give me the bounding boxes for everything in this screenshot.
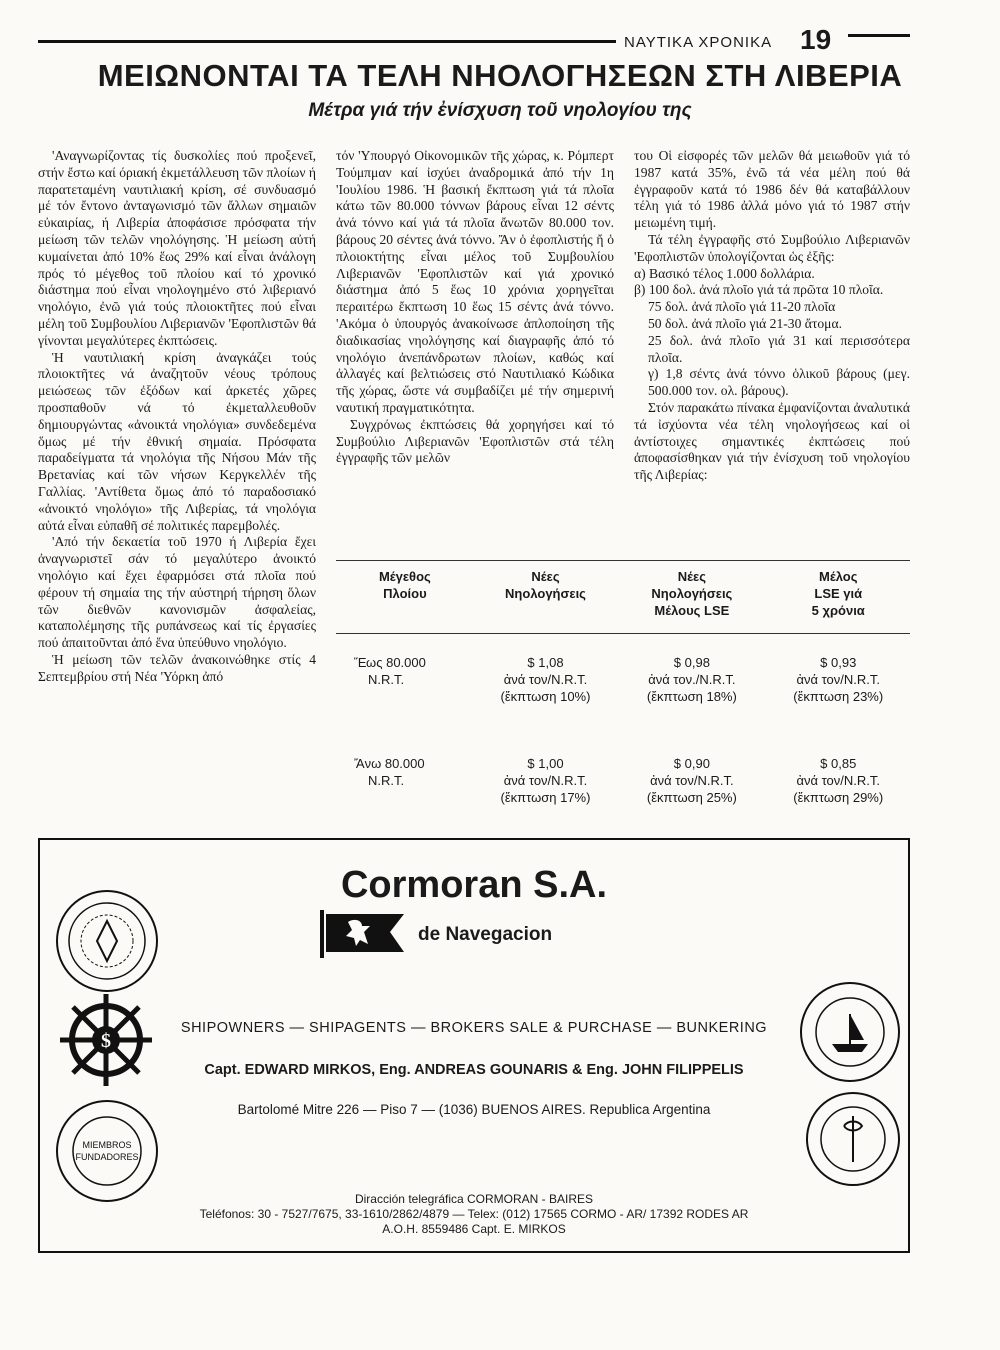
cormoran-advertisement <box>38 838 910 1253</box>
paragraph: τόν 'Υπουργό Οἰκονομικῶν τῆς χώρας, κ. Ρόμπερτ Τούμπμαν καί ἰσχύει ἀναδρομικά ἀπό τήν 1η 'Ιουλίου 1986. Ἡ βασική ἔκπτωση γιά τά πλοῖα κάτω τῶν 80.000 τόννων βάρους εἶναι 12 σέντς ἀνά τόννο καί γιά τά πλοῖα ἄνωτῶν 80.000 τον. βάρους 20 σέντες ἀνά τόννο. Ἄν ὁ ἐφοπλιστής ἤ ὁ πλοιοκτήτης εἶναι μέλος τοῦ Συμβουλίου Λιβεριανῶν 'Εφοπλιστῶν καί γιά χρονικό διάστημα ἀπό 5 ἕως 10 χρόνια χορηγεῖται περαιτέρω ἔκπτωση 10 ἕως 15 σέντς ἀνά τόννο. 'Ακόμα ὁ ὑπουργός ἀνακοίνωσε ἀπλοποίηση τῆς διαδικασίας νηολόγησης καί διαγραφῆς ἀπό τό νηολόγιο ἀνεπάνδρωτων πλοίων, καθώς καί ἀλλαγές καί βελτιώσεις στό Ναυτιλιακό Κώδικα τῆς χώρας, ὥστε νά συμβαδίζει μέ τήν σημερινή ναυτική πραγματικότητα. <box>336 148 614 415</box>
article-column-2 <box>336 148 614 467</box>
paragraph: 'Από τήν δεκαετία τοῦ 1970 ή Λιβερία ἔχει ἀναγνωριστεῖ σάν τό μεγαλύτερο ἀνοικτό νηολόγιο καί ἔχει ἐφαρμόσει στά πλοῖα πού φέρουν τή σημαία της τήν αὐστηρή τήρηση ὅλων τῶν διεθνῶν κανονισμῶν ἀσφαλείας, καταπολέμησης τῆς ρυπάνσεως καί τίς ἐργασίες πού ἀπαιτοῦνται ἀπό ἕνα ὑπεύθυνο νηολόγιο. <box>38 534 316 651</box>
paragraph: Ἡ ναυτιλιακή κρίση ἀναγκάζει τούς πλοιοκτῆτες νά ἀναζητοῦν νέους τρόπους μειώσεως τῶν ἐξόδων καί ἀρκετές χῶρες προσπαθοῦν νά τό ἐκμεταλλευθοῦν δημιουργώντας «ἀνοικτά νηολόγια» συνδεδεμένα ὅμως μέ τήν ἐθνική σημαία. Πρόσφατα παραδείγματα τά νηολόγια τῆς Νήσου Μάν τῆς Βρετανίας καί τῶν νήσων Κεργκελλέν τῆς Γαλλίας. 'Αντίθετα ὅμως ἀπό τό παραδοσιακό «ἀνοικτό νηολόγιο» τῆς Λιβερίας, τά νηολόγια αὐτά εἶναι εὐπαθῆ σέ πολιτικές παρεμβολές. <box>38 349 316 533</box>
ad-services: SHIPOWNERS — SHIPAGENTS — BROKERS SALE & PURCHASE — BUNKERING <box>180 1020 768 1036</box>
table-cell: $ 1,00 ἀνά τον/N.R.T. (ἔκπτωση 17%) <box>500 756 591 805</box>
fee-item: β) 100 δολ. ἀνά πλοῖο γιά τά πρῶτα 10 πλοῖα. <box>634 282 884 298</box>
ad-company-name: Cormoran S.A. <box>340 864 608 906</box>
paragraph: Στόν παρακάτω πίνακα ἐμφανίζονται ἀναλυτικά τά ἰσχύοντα νέα τέλη νηολογήσεως καί οἱ ἀντίστοιχες σημαντικές ἐκπτώσεις πού ἀποφασίσθηκαν γιά τήν ἐνίσχυση τοῦ νηολογίου τῆς Λιβερίας: <box>634 399 910 483</box>
paragraph: 'Αναγνωρίζοντας τίς δυσκολίες πού προξενεῖ, στήν ἔστω καί όριακή ἐκμετάλλευση τῶν πλοίων ή παρατεταμένη ναυτιλιακή κρίση, σέ συνδυασμό μέ τόν ἔντονο ἀνταγωνισμό τῶν ἄλλων σημαιῶν εὐκαιρίας, ή Λιβερία ἀποφάσισε πρόσφατα τήν μείωση τῶν τελῶν νηολόγησης. Ἡ μείωση αὐτή κυμαίνεται ἀπό 10% ἕως 29% καί εἶναι ἀνάλογη πρός τό μέγεθος τοῦ πλοίου καί τό χρονικό διάστημα πού εἶναι νηολογημένο στό λιβεριανό νηολόγιο, ἐνῶ γιά τούς πλοιοκτῆτες πού εἶναι μέλη τοῦ Συμβουλίου Λιβεριανῶν 'Εφοπλιστῶν θά γίνονται μεγαλύτερες ἐκπτώσεις. <box>38 148 316 348</box>
header-rule-left <box>38 40 616 43</box>
paragraph: Τά τέλη ἐγγραφῆς στό Συμβούλιο Λιβεριανῶν 'Εφοπλιστῶν ὑπολογίζονται ὡς ἐξῆς: <box>634 231 910 264</box>
table-cell: $ 0,98 ἀνά τον./N.R.T. (ἔκπτωση 18%) <box>646 655 737 704</box>
fee-subitem: 75 δολ. ἀνά πλοῖο γιά 11-20 πλοῖα <box>648 299 836 315</box>
ad-footer-line: Diracción telegráfica CORMORAN - BAIRES <box>354 1192 594 1206</box>
header-rule-right <box>848 34 910 37</box>
ad-company-subtitle: de Navegacion <box>418 924 553 945</box>
page-number: 19 <box>800 24 832 55</box>
ad-address: Bartolomé Mitre 226 — Piso 7 — (1036) BUENOS AIRES. Republica Argentina <box>237 1102 711 1117</box>
table-row <box>336 634 910 736</box>
flag-logo-icon <box>318 908 410 960</box>
paragraph: του Οἱ εἰσφορές τῶν μελῶν θά μειωθοῦν γιά τό 1987 κατά 35%, ἐνῶ τά νέα μέλη πού θά ἐγγραφοῦν κατά τό 1986 δέν θά καταβάλλουν τέλη γιά τό 1986 ἀλλά μόνο γιά τό 1987 στήν μειωμένη τιμή. <box>634 148 910 231</box>
fee-subitem: 50 δολ. ἀνά πλοῖο γιά 21-30 ἄτομα. <box>648 315 842 331</box>
header-new-registrations: Νέες Νηολογήσεις <box>474 560 618 634</box>
header-new-registrations-lse: Νέες Νηολογήσεις Μέλους LSE <box>617 560 766 634</box>
svg-text:MIEMBROS: MIEMBROS <box>82 1140 132 1150</box>
header-lse-member-5-years: Μέλος LSE γιά 5 χρόνια <box>766 560 910 634</box>
table-cell: Ἕως 80.000 N.R.T. <box>354 655 426 687</box>
paragraph: Ἡ μείωση τῶν τελῶν ἀνακοινώθηκε στίς 4 Σεπτεμβρίου στή Νέα 'Υόρκη ἀπό <box>38 651 316 684</box>
registration-fees-table <box>336 560 910 836</box>
svg-text:$: $ <box>101 1030 111 1052</box>
article-column-3 <box>634 148 910 484</box>
ad-people: Capt. EDWARD MIRKOS, Eng. ANDREAS GOUNARIS & Eng. JOHN FILIPPELIS <box>204 1062 744 1078</box>
fee-subitem: 25 δολ. ἀνά πλοῖο γιά 31 καί περισσότερα πλοῖα. <box>648 332 910 365</box>
running-head: ΝΑΥΤΙΚΑ ΧΡΟΝΙΚΑ <box>624 34 773 51</box>
fee-item: α) Βασικό τέλος 1.000 δολλάρια. <box>634 265 815 281</box>
table-row <box>336 735 910 836</box>
article-column-1 <box>38 148 316 686</box>
ad-footer-line: A.O.H. 8559486 Capt. E. MIRKOS <box>382 1222 566 1236</box>
table-cell: $ 1,08 ἀνά τον/N.R.T. (ἔκπτωση 10%) <box>500 655 591 704</box>
table-header-row <box>336 560 910 634</box>
table-cell: Ἄνω 80.000 N.R.T. <box>354 756 425 788</box>
ad-footer <box>40 1192 908 1237</box>
article-headline: ΜΕΙΩΝΟΝΤΑΙ ΤΑ ΤΕΛΗ ΝΗΟΛΟΓΗΣΕΩΝ ΣΤΗ ΛΙΒΕΡΙΑ <box>97 58 903 93</box>
fee-item: γ) 1,8 σέντς ἀνά τόννο ὁλικοῦ βάρους (μεγ. 500.000 τον. ολ. βάρους). <box>648 366 910 399</box>
header-ship-size: Μέγεθος Πλοίου <box>336 560 474 634</box>
table-cell: $ 0,85 ἀνά τον/N.R.T. (ἔκπτωση 29%) <box>793 756 884 805</box>
circular-seal-icon <box>54 888 160 994</box>
table-cell: $ 0,90 ἀνά τον/N.R.T. (ἔκπτωση 25%) <box>646 756 737 805</box>
article-subhead: Μέτρα γιά τήν ἐνίσχυση τοῦ νηολογίου της <box>308 100 692 121</box>
paragraph: Συγχρόνως ἐκπτώσεις θά χορηγήσει καί τό Συμβούλιο Λιβεριανῶν 'Εφοπλιστῶν στά τέλη ἐγγραφῆς τῶν μελῶν <box>336 416 614 466</box>
svg-text:FUNDADORES: FUNDADORES <box>75 1152 139 1162</box>
table-cell: $ 0,93 ἀνά τον/N.R.T. (ἔκπτωση 23%) <box>793 655 884 704</box>
ad-footer-line: Teléfonos: 30 - 7527/7675, 33-1610/2862/4879 — Telex: (012) 17565 CORMO - AR/ 17392 RODES AR <box>199 1207 749 1221</box>
